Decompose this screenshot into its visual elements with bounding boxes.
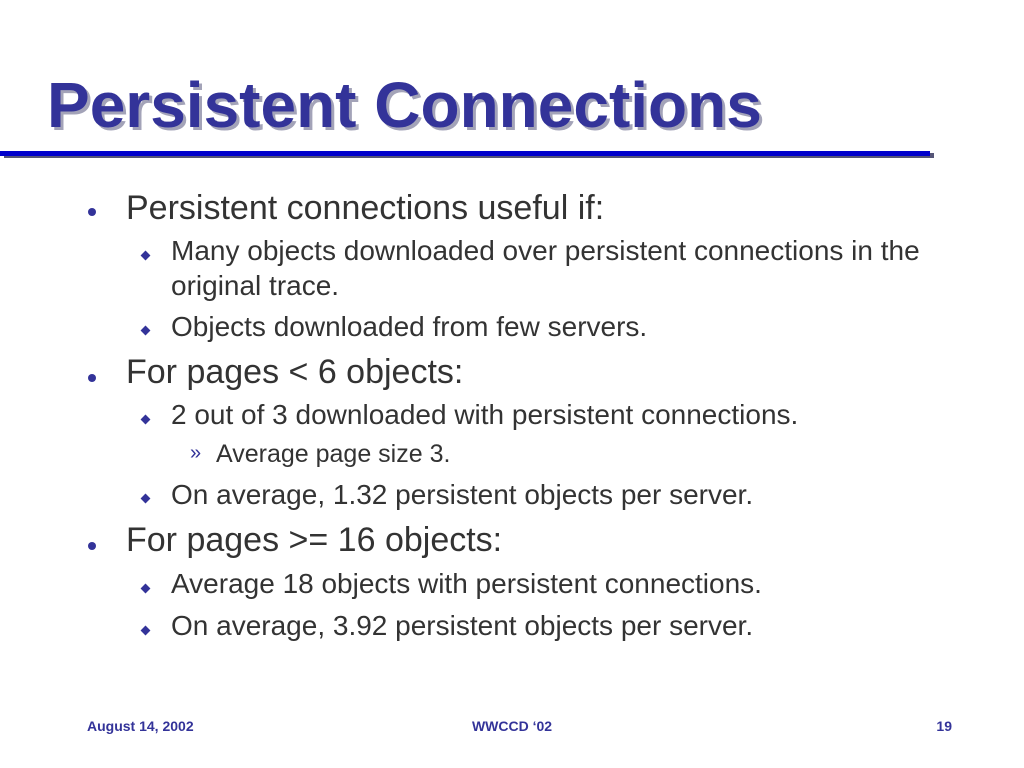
sub-sub-bullet-item: Average page size 3.: [216, 440, 451, 468]
sub-bullet-item: On average, 1.32 persistent objects per server.: [171, 479, 754, 510]
title-divider: [0, 151, 930, 156]
diamond-bullet-icon: [140, 250, 150, 260]
diamond-bullet-icon: [140, 414, 150, 424]
footer-page-number: 19: [936, 718, 952, 734]
slide-title: Persistent Connections: [47, 69, 762, 141]
circle-bullet-icon: [88, 542, 96, 550]
diamond-bullet-icon: [140, 625, 150, 635]
sub-bullet-item: 2 out of 3 downloaded with persistent connections.: [171, 399, 799, 430]
circle-bullet-icon: [88, 208, 96, 216]
bullet-item: For pages < 6 objects:: [126, 353, 464, 391]
diamond-bullet-icon: [140, 325, 150, 335]
bullet-item: For pages >= 16 objects:: [126, 521, 503, 559]
diamond-bullet-icon: [140, 583, 150, 593]
sub-bullet-item: Objects downloaded from few servers.: [171, 311, 648, 342]
raquo-bullet-marker: »: [190, 442, 202, 464]
sub-bullet-item: Many objects downloaded over persistent connections in the original trace.: [171, 235, 920, 301]
diamond-bullet-icon: [140, 493, 150, 503]
sub-bullet-item: On average, 3.92 persistent objects per server.: [171, 610, 754, 641]
footer-event: WWCCD ‘02: [471, 718, 553, 734]
sub-bullet-item: Average 18 objects with persistent connections.: [171, 568, 762, 599]
bullet-item: Persistent connections useful if:: [126, 189, 605, 227]
circle-bullet-icon: [88, 374, 96, 382]
footer-date: August 14, 2002: [87, 718, 194, 734]
